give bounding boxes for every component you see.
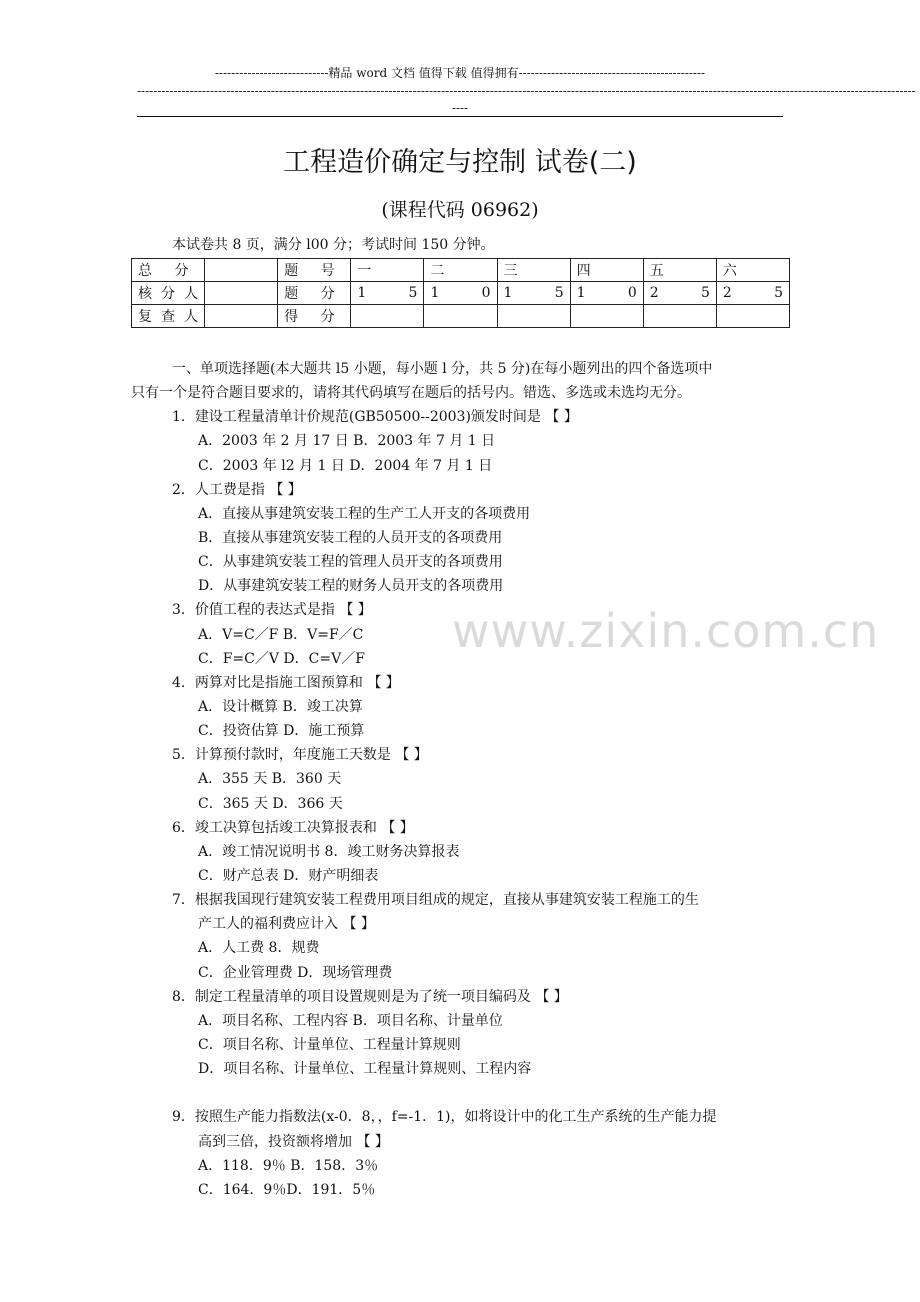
obtained-score-cell[interactable] <box>351 305 424 328</box>
obtained-score-cell[interactable] <box>424 305 497 328</box>
exam-intro: 本试卷共 8 页，满分 l00 分；考试时间 150 分钟。 <box>172 237 495 253</box>
question-stem: 4．两算对比是指施工图预算和 【 】 <box>172 675 400 691</box>
question-option: A．直接从事建筑安装工程的生产工人开支的各项费用 <box>198 506 531 522</box>
watermark: www.zixin.com.cn <box>452 604 880 658</box>
question-option: C．项目名称、计量单位、工程量计算规则 <box>198 1037 461 1053</box>
obtained-score-cell[interactable] <box>716 305 789 328</box>
question-stem: 7．根据我国现行建筑安装工程费用项目组成的规定，直接从事建筑安装工程施工的生 <box>172 892 699 908</box>
exam-title: 工程造价确定与控制 试卷(二) <box>283 147 637 178</box>
course-code: (课程代码 06962) <box>381 199 539 221</box>
question-option: A．118．9％ B．158．3％ <box>198 1158 379 1174</box>
question-option: C．164．9％D．191．5％ <box>198 1182 376 1198</box>
section-score-label: 题 分 <box>278 282 351 305</box>
reviewer-cell[interactable] <box>205 305 278 328</box>
section-number: 二 <box>424 259 497 282</box>
question-option: B．直接从事建筑安装工程的人员开支的各项费用 <box>198 530 503 546</box>
question-stem: 3．价值工程的表达式是指 【 】 <box>172 602 372 618</box>
question-option: A．竣工情况说明书 8．竣工财务决算报表 <box>198 844 460 860</box>
score-table-row <box>132 305 790 328</box>
question-option: C．投资估算 D．施工预算 <box>198 723 365 739</box>
question-stem: 2．人工费是指 【 】 <box>172 482 302 498</box>
question-stem-continued: 高到三倍，投资额将增加 【 】 <box>198 1134 389 1150</box>
header-line-1: ----------------------------精品 word 文档 值得下载 值得拥有---------------------------------------------- <box>214 66 706 80</box>
section-score: 1 0 <box>570 282 643 305</box>
question-option: A．人工费 8．规费 <box>198 940 320 956</box>
obtained-score-cell[interactable] <box>570 305 643 328</box>
section-number: 四 <box>570 259 643 282</box>
question-stem: 1．建设工程量清单计价规范(GB50500--2003)颁发时间是 【 】 <box>172 409 578 425</box>
question-option: D．项目名称、计量单位、工程量计算规则、工程内容 <box>198 1061 532 1077</box>
question-option: A．V=C／F B．V=F／C <box>198 627 364 643</box>
header-line-2: ------------------------------------------------------------------------------------------------------------------------------------------------------------------------------------------------ <box>137 84 916 98</box>
checker-label: 核分人 <box>132 282 205 305</box>
question-option: D．从事建筑安装工程的财务人员开支的各项费用 <box>198 578 504 594</box>
section-score: 1 5 <box>497 282 570 305</box>
question-stem: 5．计算预付款时，年度施工天数是 【 】 <box>172 747 428 763</box>
question-option: A．项目名称、工程内容 B．项目名称、计量单位 <box>198 1013 503 1029</box>
section-instructions-1: 一、单项选择题(本大题共 l5 小题，每小题 l 分，共 5 分)在每小题列出的四个备选项中 <box>172 361 713 377</box>
section-score: 1 5 <box>351 282 424 305</box>
question-option: C．企业管理费 D．现场管理费 <box>198 965 393 981</box>
reviewer-label: 复查人 <box>132 305 205 328</box>
score-table-row <box>132 259 790 282</box>
section-number: 一 <box>351 259 424 282</box>
obtained-score-cell[interactable] <box>643 305 716 328</box>
section-number: 六 <box>716 259 789 282</box>
obtained-score-cell[interactable] <box>497 305 570 328</box>
question-option: C．F=C／V D．C=V／F <box>198 651 365 667</box>
question-option: C．365 天 D．366 天 <box>198 796 343 812</box>
question-stem: 8．制定工程量清单的项目设置规则是为了统一项目编码及 【 】 <box>172 989 568 1005</box>
header-line-3: ---- <box>451 101 469 115</box>
question-option: A．2003 年 2 月 17 日 B．2003 年 7 月 1 日 <box>198 433 496 449</box>
section-number: 三 <box>497 259 570 282</box>
question-option: C．2003 年 l2 月 1 日 D．2004 年 7 月 1 日 <box>198 458 493 474</box>
header-rule <box>137 116 783 117</box>
checker-cell[interactable] <box>205 282 278 305</box>
section-instructions-2: 只有一个是符合题目要求的，请将其代码填写在题后的括号内。错选、多选或未选均无分。 <box>131 385 691 401</box>
question-option: A．355 天 B．360 天 <box>198 771 342 787</box>
question-stem: 6．竣工决算包括竣工决算报表和 【 】 <box>172 820 414 836</box>
section-number: 五 <box>643 259 716 282</box>
question-number-label: 题 号 <box>278 259 351 282</box>
question-option: C．从事建筑安装工程的管理人员开支的各项费用 <box>198 554 503 570</box>
question-stem-continued: 产工人的福利费应计入 【 】 <box>198 916 375 932</box>
question-stem: 9．按照生产能力指数法(x-0．8，，f=-1．1)，如将设计中的化工生产系统的生产能力提 <box>172 1109 717 1125</box>
question-option: C．财产总表 D．财产明细表 <box>198 868 379 884</box>
question-option: A．设计概算 B．竣工决算 <box>198 699 363 715</box>
section-score: 1 0 <box>424 282 497 305</box>
section-score: 2 5 <box>716 282 789 305</box>
section-score: 2 5 <box>643 282 716 305</box>
score-table <box>131 258 790 328</box>
score-table-row <box>132 282 790 305</box>
total-score-cell[interactable] <box>205 259 278 282</box>
obtained-score-label: 得 分 <box>278 305 351 328</box>
total-score-label: 总 分 <box>132 259 205 282</box>
